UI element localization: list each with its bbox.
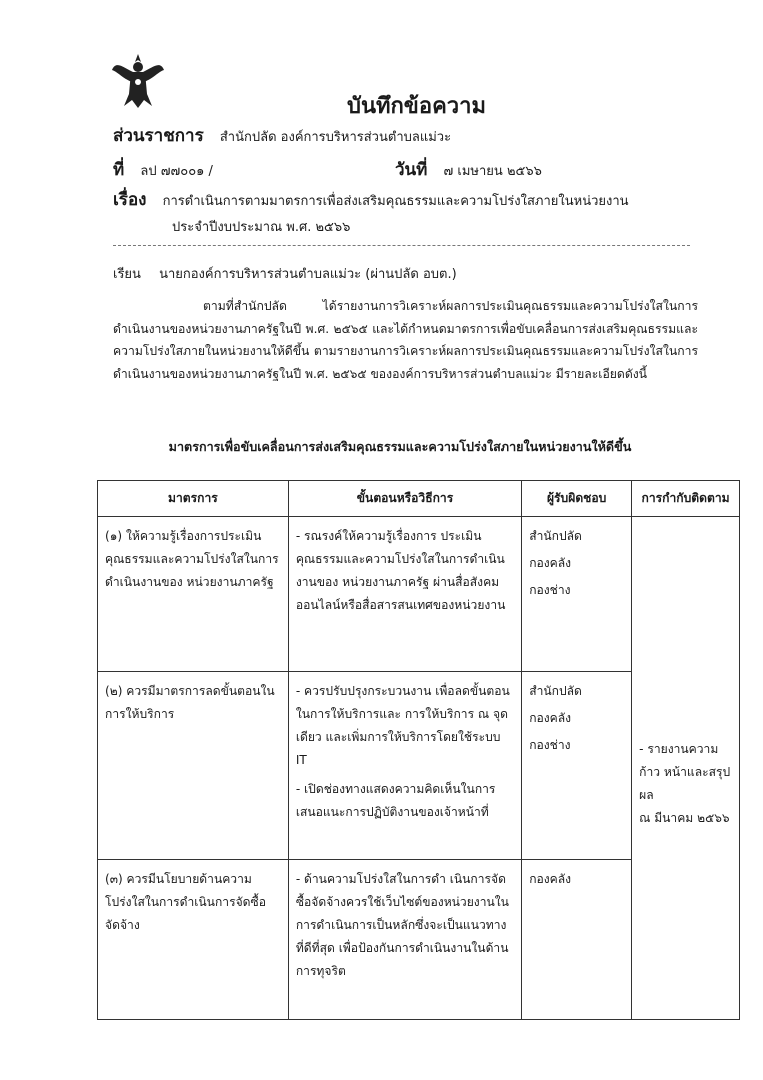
measures-table	[97, 480, 740, 1020]
body-paragraph: ตามที่สำนักปลัด ได้รายงานการวิเคราะห์ผลการประเมินคุณธรรมและความโปร่งใสในการดำเนินงานของหน่วยงานภาครัฐในปี พ.ศ. ๒๕๖๕ และได้กำหนดมาตรการเพื่อขับเคลื่อนการส่งเสริมคุณธรรมและความโปร่งใสภายในหน่วยงานให้ดีขึ้น ตามรายงานการวิเคราะห์ผลการประเมินคุณธรรมและความโปร่งใสในการดำเนินงานของหน่วยงานภาครัฐในปี พ.ศ. ๒๕๖๕ ขององค์การบริหารส่วนตำบลแม่วะ มีรายละเอียดดังนี้	[113, 299, 698, 381]
salutation-value: นายกองค์การบริหารส่วนตำบลแม่วะ (ผ่านปลัด อบต.)	[159, 267, 457, 282]
col-header-steps: ขั้นตอนหรือวิธีการ	[288, 481, 521, 517]
units-cell	[522, 517, 632, 672]
unit-item: กองช่าง	[529, 583, 571, 597]
subject-line2: ประจำปีงบประมาณ พ.ศ. ๒๕๖๖	[172, 220, 351, 235]
steps-cell	[288, 860, 521, 1020]
units-cell	[522, 672, 632, 860]
subject-label: เรื่อง	[113, 190, 147, 210]
ref-label: ที่	[113, 160, 125, 180]
unit-item: กองคลัง	[529, 556, 572, 570]
date-value: ๗ เมษายน ๒๕๖๖	[443, 164, 542, 179]
ref-value: ลป ๗๗๐๐๑ /	[140, 164, 213, 179]
measure-cell: (๑) ให้ความรู้เรื่องการประเมินคุณธรรมและความโปร่งใสในการดำเนินงานของ หน่วยงานภาครัฐ	[98, 517, 289, 672]
body-paragraph-wrap	[113, 295, 698, 385]
subject-line1: การดำเนินการตามมาตรการเพื่อส่งเสริมคุณธรรมและความโปร่งใสภายในหน่วยงาน	[162, 194, 629, 209]
header-divider	[113, 245, 690, 246]
table-row	[98, 517, 740, 672]
steps-cell	[288, 672, 521, 860]
memo-title: บันทึกข้อความ	[346, 94, 486, 119]
unit-item: กองคลัง	[529, 711, 572, 725]
unit-item: สำนักปลัด	[529, 529, 582, 543]
col-header-measure: มาตรการ	[98, 481, 289, 517]
step-item: - ด้านความโปร่งใสในการดำ เนินการจัดซื้อจัดจ้างควรใช้เว็บไซต์ของหน่วยงานในการดำเนินการเป็นหลักซึ่งจะเป็นแนวทางที่ดีที่สุด เพื่อป้องกันการดำเนินงานในด้านการทุจริต	[295, 872, 509, 978]
measure-cell: (๒) ควรมีมาตรการลดขั้นตอนในการให้บริการ	[98, 672, 289, 860]
unit-item: กองคลัง	[529, 872, 572, 886]
unit-item: สำนักปลัด	[529, 684, 582, 698]
step-item: - ควรปรับปรุงกระบวนงาน เพื่อลดขั้นตอนในการให้บริการและ การให้บริการ ณ จุดเดียว และเพิ่มการให้บริการโดยใช้ระบบ IT	[295, 684, 510, 767]
step-item: - รณรงค์ให้ความรู้เรื่องการ ประเมินคุณธรรมและความโปร่งใสในการดำเนินงานของ หน่วยงานภาครัฐ ผ่านสื่อสังคม ออนไลน์หรือสื่อสารสนเทศของหน่วยงาน	[295, 529, 506, 612]
followup-line: - รายงานความก้าว หน้าและสรุปผล	[639, 742, 731, 802]
unit-item: กองช่าง	[529, 738, 571, 752]
agency-label: ส่วนราชการ	[113, 126, 204, 146]
date-label: วันที่	[395, 160, 428, 180]
salutation-label: เรียน	[113, 267, 141, 282]
steps-cell	[288, 517, 521, 672]
measure-cell: (๓) ควรมีนโยบายด้านความโปร่งใสในการดำเนินการจัดซื้อจัดจ้าง	[98, 860, 289, 1020]
followup-cell	[632, 517, 740, 1020]
units-cell	[522, 860, 632, 1020]
col-header-responsible: ผู้รับผิดชอบ	[522, 481, 632, 517]
section-heading: มาตรการเพื่อขับเคลื่อนการส่งเสริมคุณธรรมและความโปร่งใสภายในหน่วยงานให้ดีขึ้น	[168, 439, 632, 454]
agency-value: สำนักปลัด องค์การบริหารส่วนตำบลแม่วะ	[219, 130, 452, 145]
step-item: - เปิดช่องทางแสดงความคิดเห็นในการเสนอแนะการปฏิบัติงานของเจ้าหน้าที่	[295, 782, 496, 819]
col-header-followup: การกำกับติดตาม	[632, 481, 740, 517]
table-header-row	[98, 481, 740, 517]
followup-line: ณ มีนาคม ๒๕๖๖	[639, 811, 730, 825]
